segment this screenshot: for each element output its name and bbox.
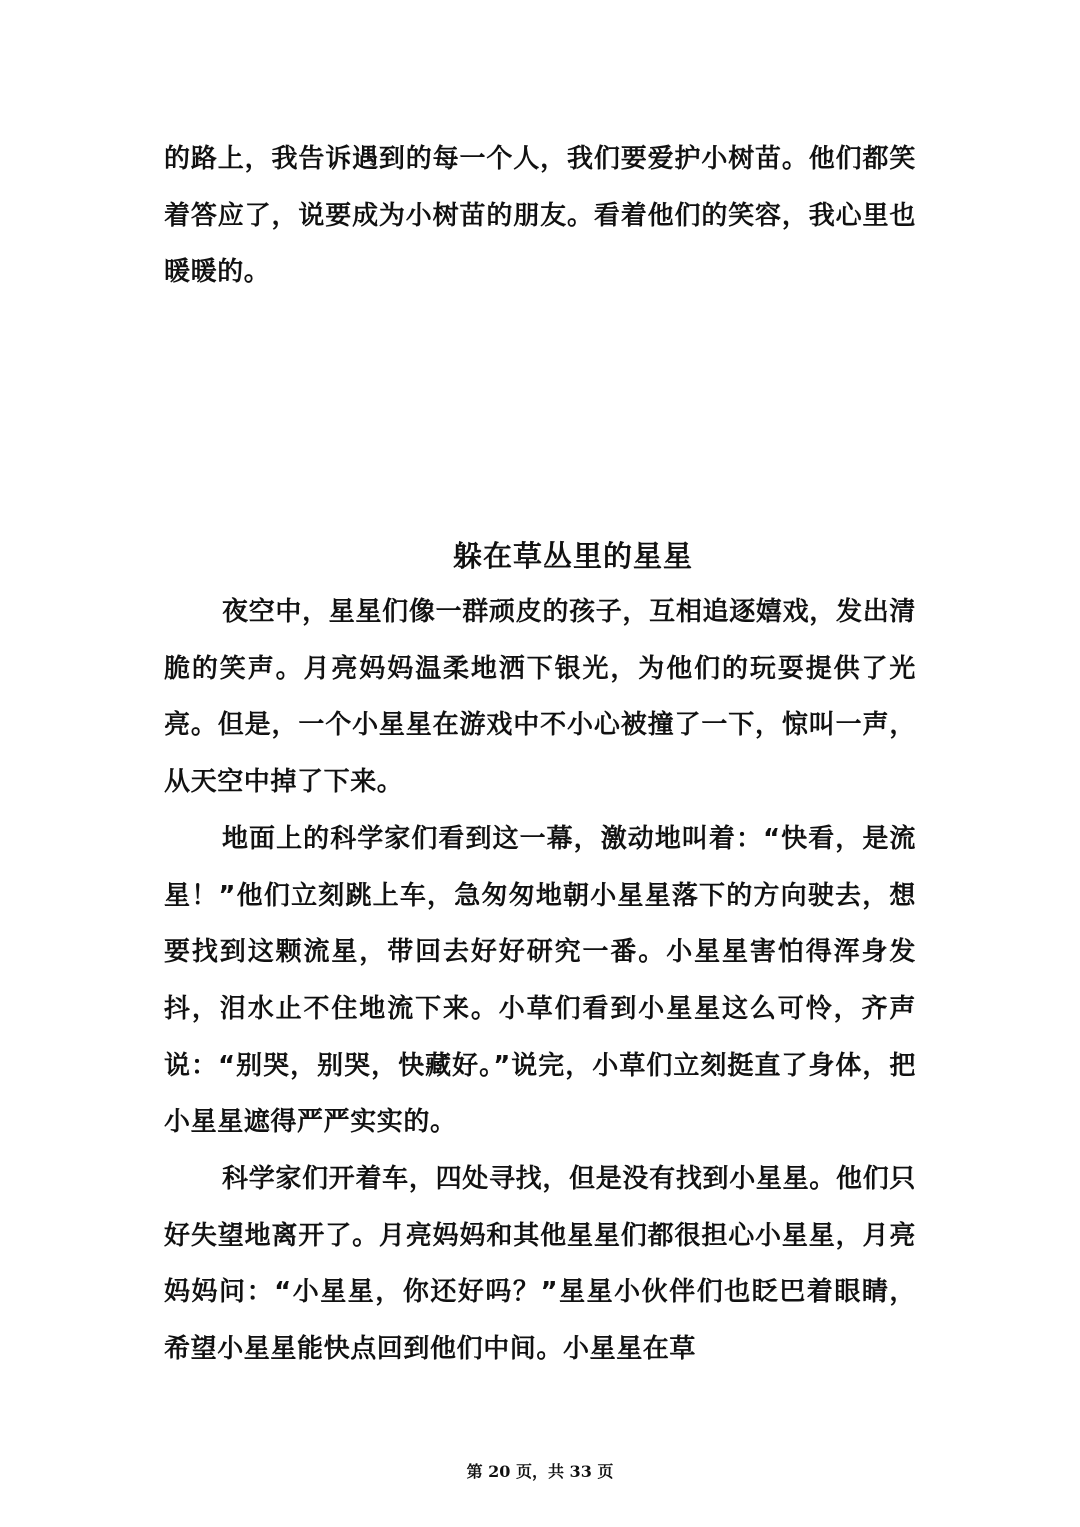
story-body xyxy=(164,584,916,1378)
story-paragraph-2: 地面上的科学家们看到这一幕，激动地叫着：“快看，是流星！”他们立刻跳上车，急匆匆地朝小星星落下的方向驶去，想要找到这颗流星，带回去好好研究一番。小星星害怕得浑身发抖，泪水止不住地流下来。小草们看到小星星这么可怜，齐声说：“别哭，别哭，快藏好。”说完，小草们立刻挺直了身体，把小星星遮得严严实实的。 xyxy=(164,823,916,1138)
continued-text-block xyxy=(164,131,916,301)
story-title: 躲在草丛里的星星 xyxy=(452,539,693,573)
story-paragraph-3: 科学家们开着车，四处寻找，但是没有找到小星星。他们只好失望地离开了。月亮妈妈和其他星星们都很担心小星星，月亮妈妈问：“小星星，你还好吗？”星星小伙伴们也眨巴着眼睛，希望小星星能快点回到他们中间。小星星在草 xyxy=(164,1164,916,1365)
page-number-footer: 第 20 页，共 33 页 xyxy=(466,1462,614,1481)
continued-paragraph: 的路上，我告诉遇到的每一个人，我们要爱护小树苗。他们都笑着答应了，说要成为小树苗的朋友。看着他们的笑容，我心里也暖暖的。 xyxy=(164,144,916,288)
story-paragraph-1: 夜空中，星星们像一群顽皮的孩子，互相追逐嬉戏，发出清脆的笑声。月亮妈妈温柔地洒下银光，为他们的玩耍提供了光亮。但是，一个小星星在游戏中不小心被撞了一下，惊叫一声，从天空中掉了下来。 xyxy=(164,597,916,798)
